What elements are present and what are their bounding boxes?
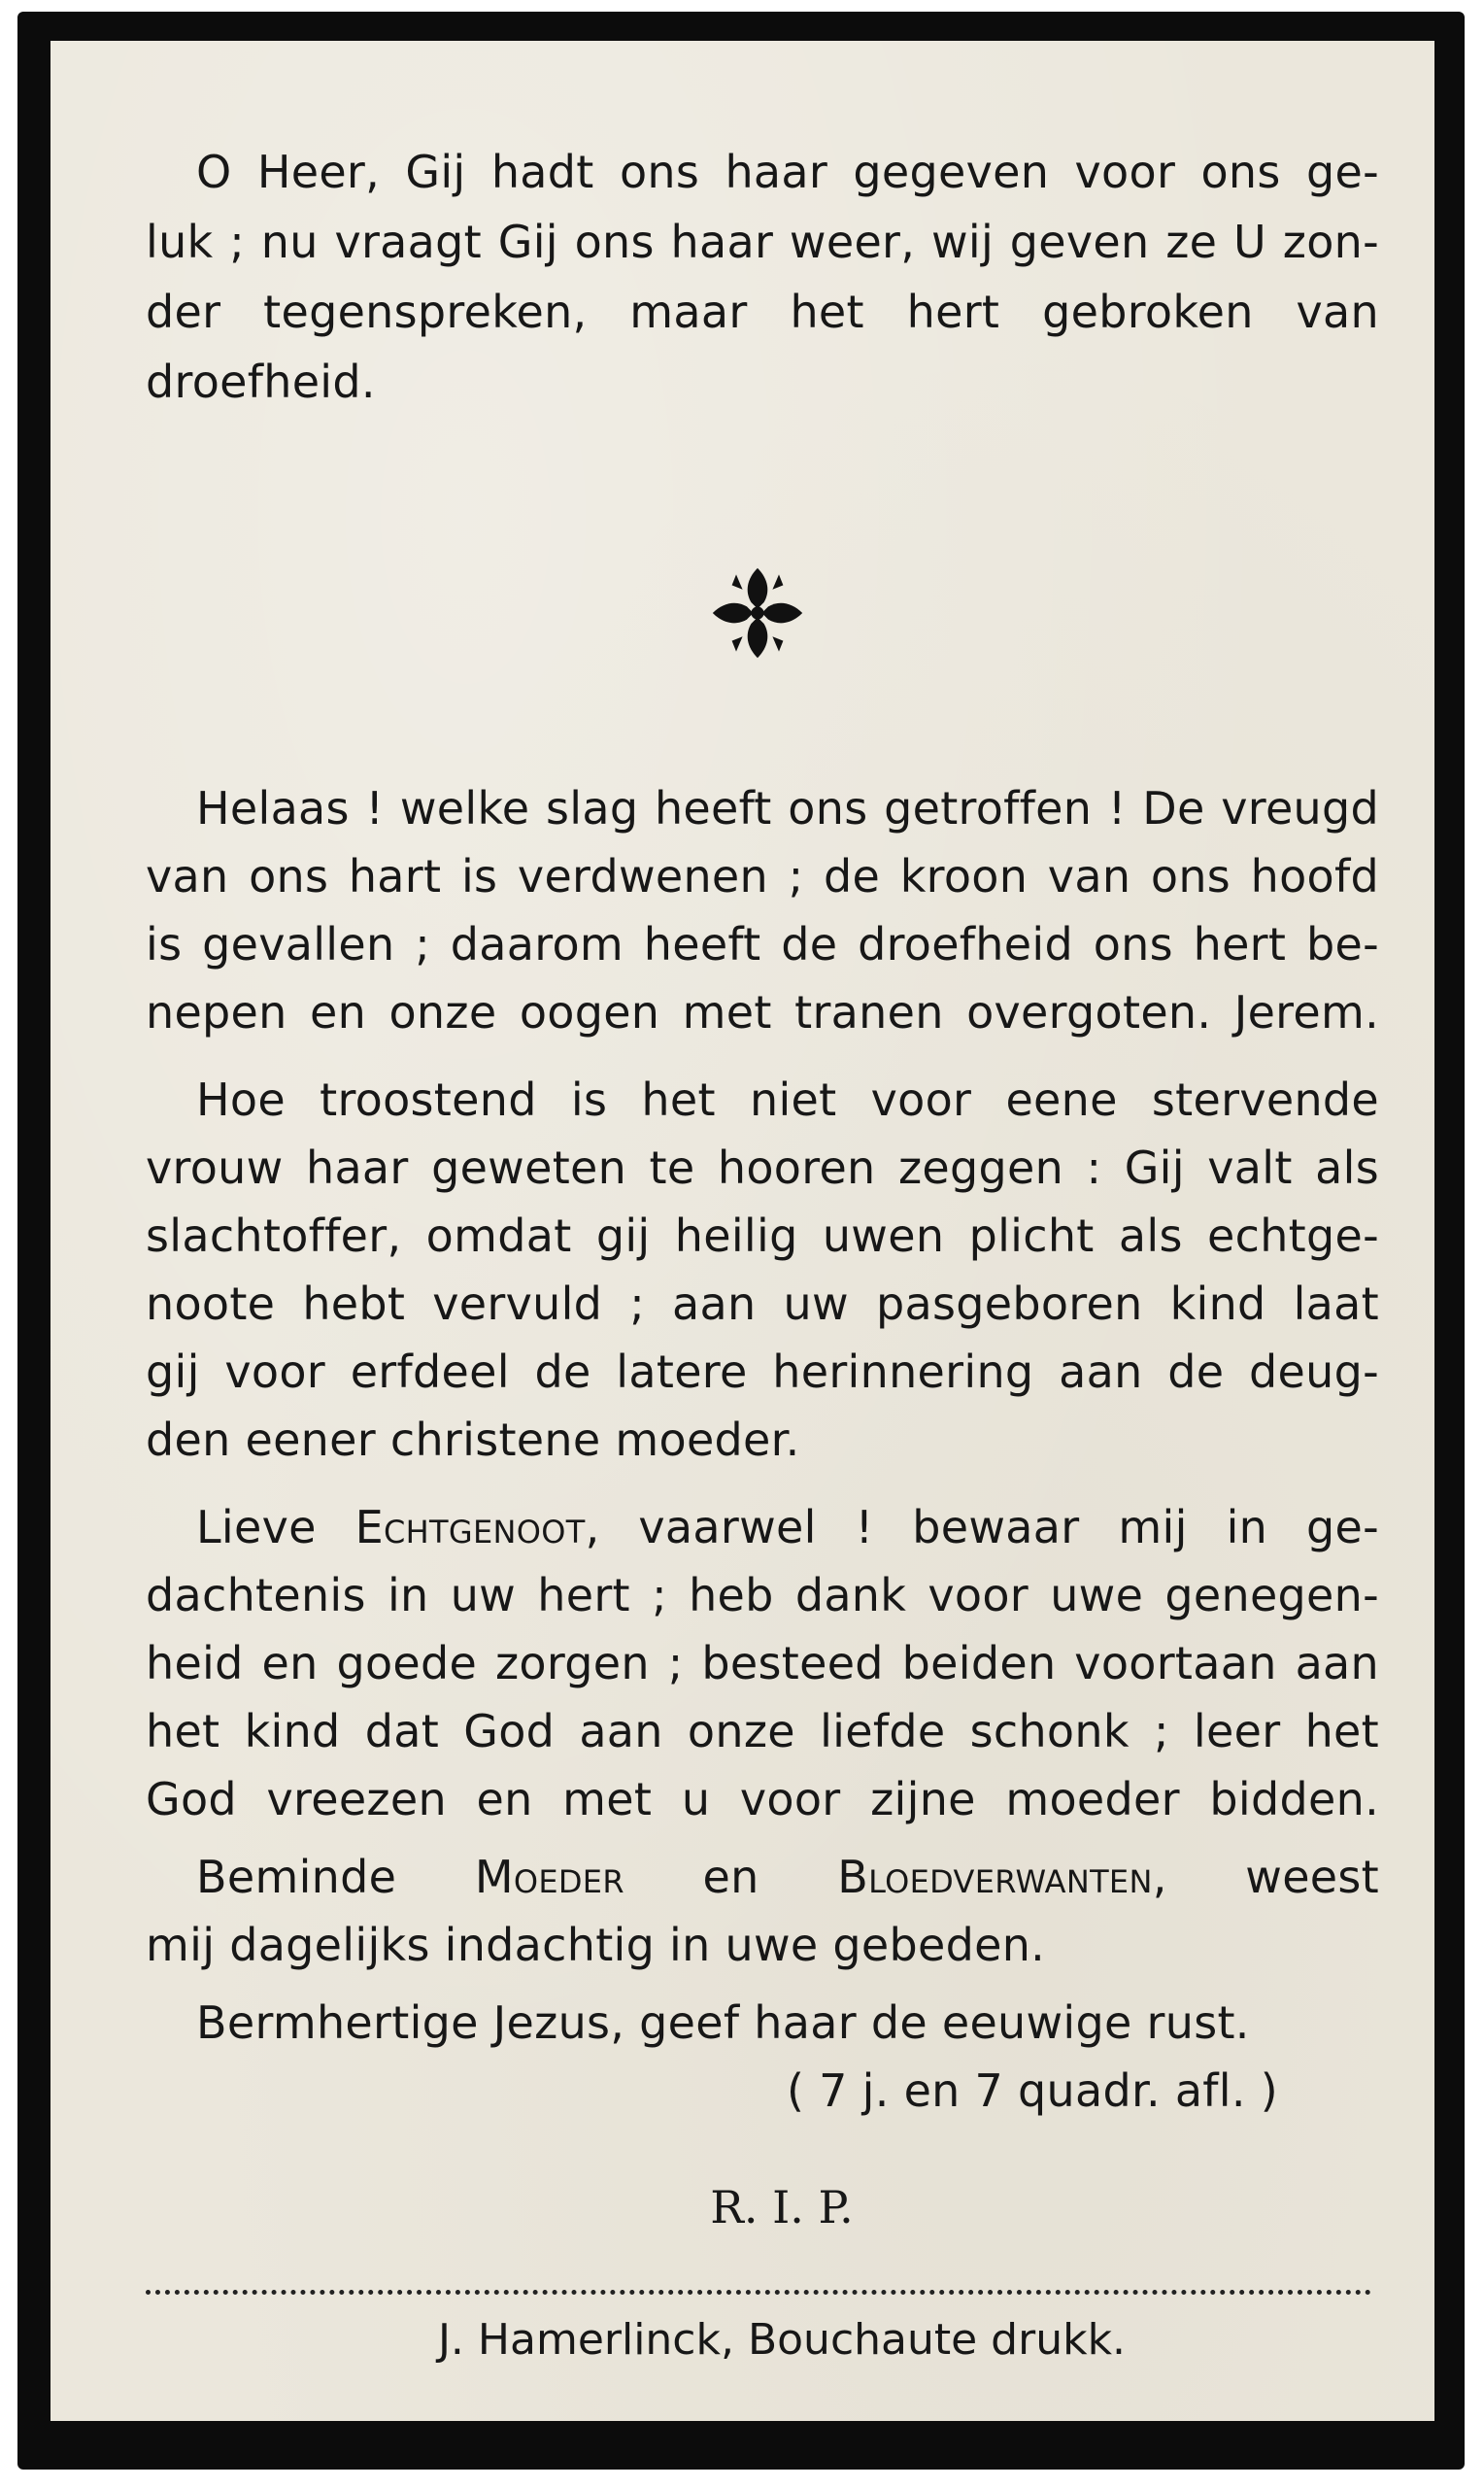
stanza1-line: droefheid.: [146, 356, 376, 408]
stanza5-text: en: [624, 1851, 838, 1903]
stanza4-line: het kind dat God aan onze liefde schonk ; leer het: [146, 1705, 1379, 1757]
stanza3-line: slachtoffer, omdat gij heilig uwen plicht als echtge-: [146, 1210, 1379, 1262]
stanza3-line: den eener christene moeder.: [146, 1414, 800, 1466]
stanza4-line: [146, 1501, 1379, 1553]
stanza2-line: nepen en onze oogen met tranen overgoten. Jerem.: [146, 986, 1379, 1039]
stanza3-line: noote hebt vervuld ; aan uw pasgeboren kind laat: [146, 1278, 1379, 1330]
dotted-divider: [146, 2290, 1371, 2295]
stanza1-line: O Heer, Gij hadt ons haar gegeven voor ons ge-: [196, 146, 1379, 198]
stanza3-line: vrouw haar geweten te hooren zeggen : Gij valt als: [146, 1142, 1379, 1194]
stanza4-line: heid en goede zorgen ; besteed beiden voortaan aan: [146, 1637, 1379, 1689]
stanza5-line: [146, 1851, 1379, 1903]
stanza5-text: , weest: [1152, 1851, 1380, 1903]
prayer-line: Bermhertige Jezus, geef haar de eeuwige rust.: [196, 1996, 1250, 2049]
stanza4-text: Lieve: [196, 1501, 355, 1553]
stanza4-text: , vaarwel ! bewaar mij in ge-: [585, 1501, 1380, 1553]
stanza5-text: Beminde: [196, 1851, 475, 1903]
stanza4-line: dachtenis in uw hert ; heb dank voor uwe genegen-: [146, 1569, 1379, 1621]
moeder-word: Moeder: [474, 1851, 624, 1903]
stanza4-line: God vreezen en met u voor zijne moeder bidden.: [146, 1773, 1379, 1825]
stanza2-line: van ons hart is verdwenen ; de kroon van ons hoofd: [146, 850, 1379, 903]
printer-imprint: J. Hamerlinck, Bouchaute drukk.: [437, 2315, 1127, 2365]
cross-ornament-icon: [704, 560, 811, 666]
stanza3-line: Hoe troostend is het niet voor eene stervende: [196, 1074, 1379, 1126]
indulgence-note: ( 7 j. en 7 quadr. afl. ): [787, 2064, 1278, 2117]
bloedverwanten-word: Bloedverwanten: [837, 1851, 1153, 1903]
stanza3-line: gij voor erfdeel de latere herinnering aan de deug-: [146, 1346, 1379, 1398]
echtgenoot-word: Echtgenoot: [354, 1501, 586, 1553]
rip-inscription: R. I. P.: [710, 2181, 854, 2233]
stanza2-line: Helaas ! welke slag heeft ons getroffen ! De vreugd: [196, 782, 1379, 835]
stanza1-line: der tegenspreken, maar het hert gebroken van: [146, 286, 1379, 338]
stanza5-line: mij dagelijks indachtig in uwe gebeden.: [146, 1919, 1046, 1971]
stanza2-line: is gevallen ; daarom heeft de droefheid ons hert be-: [146, 918, 1379, 971]
stanza1-line: luk ; nu vraagt Gij ons haar weer, wij geven ze U zon-: [146, 216, 1379, 268]
